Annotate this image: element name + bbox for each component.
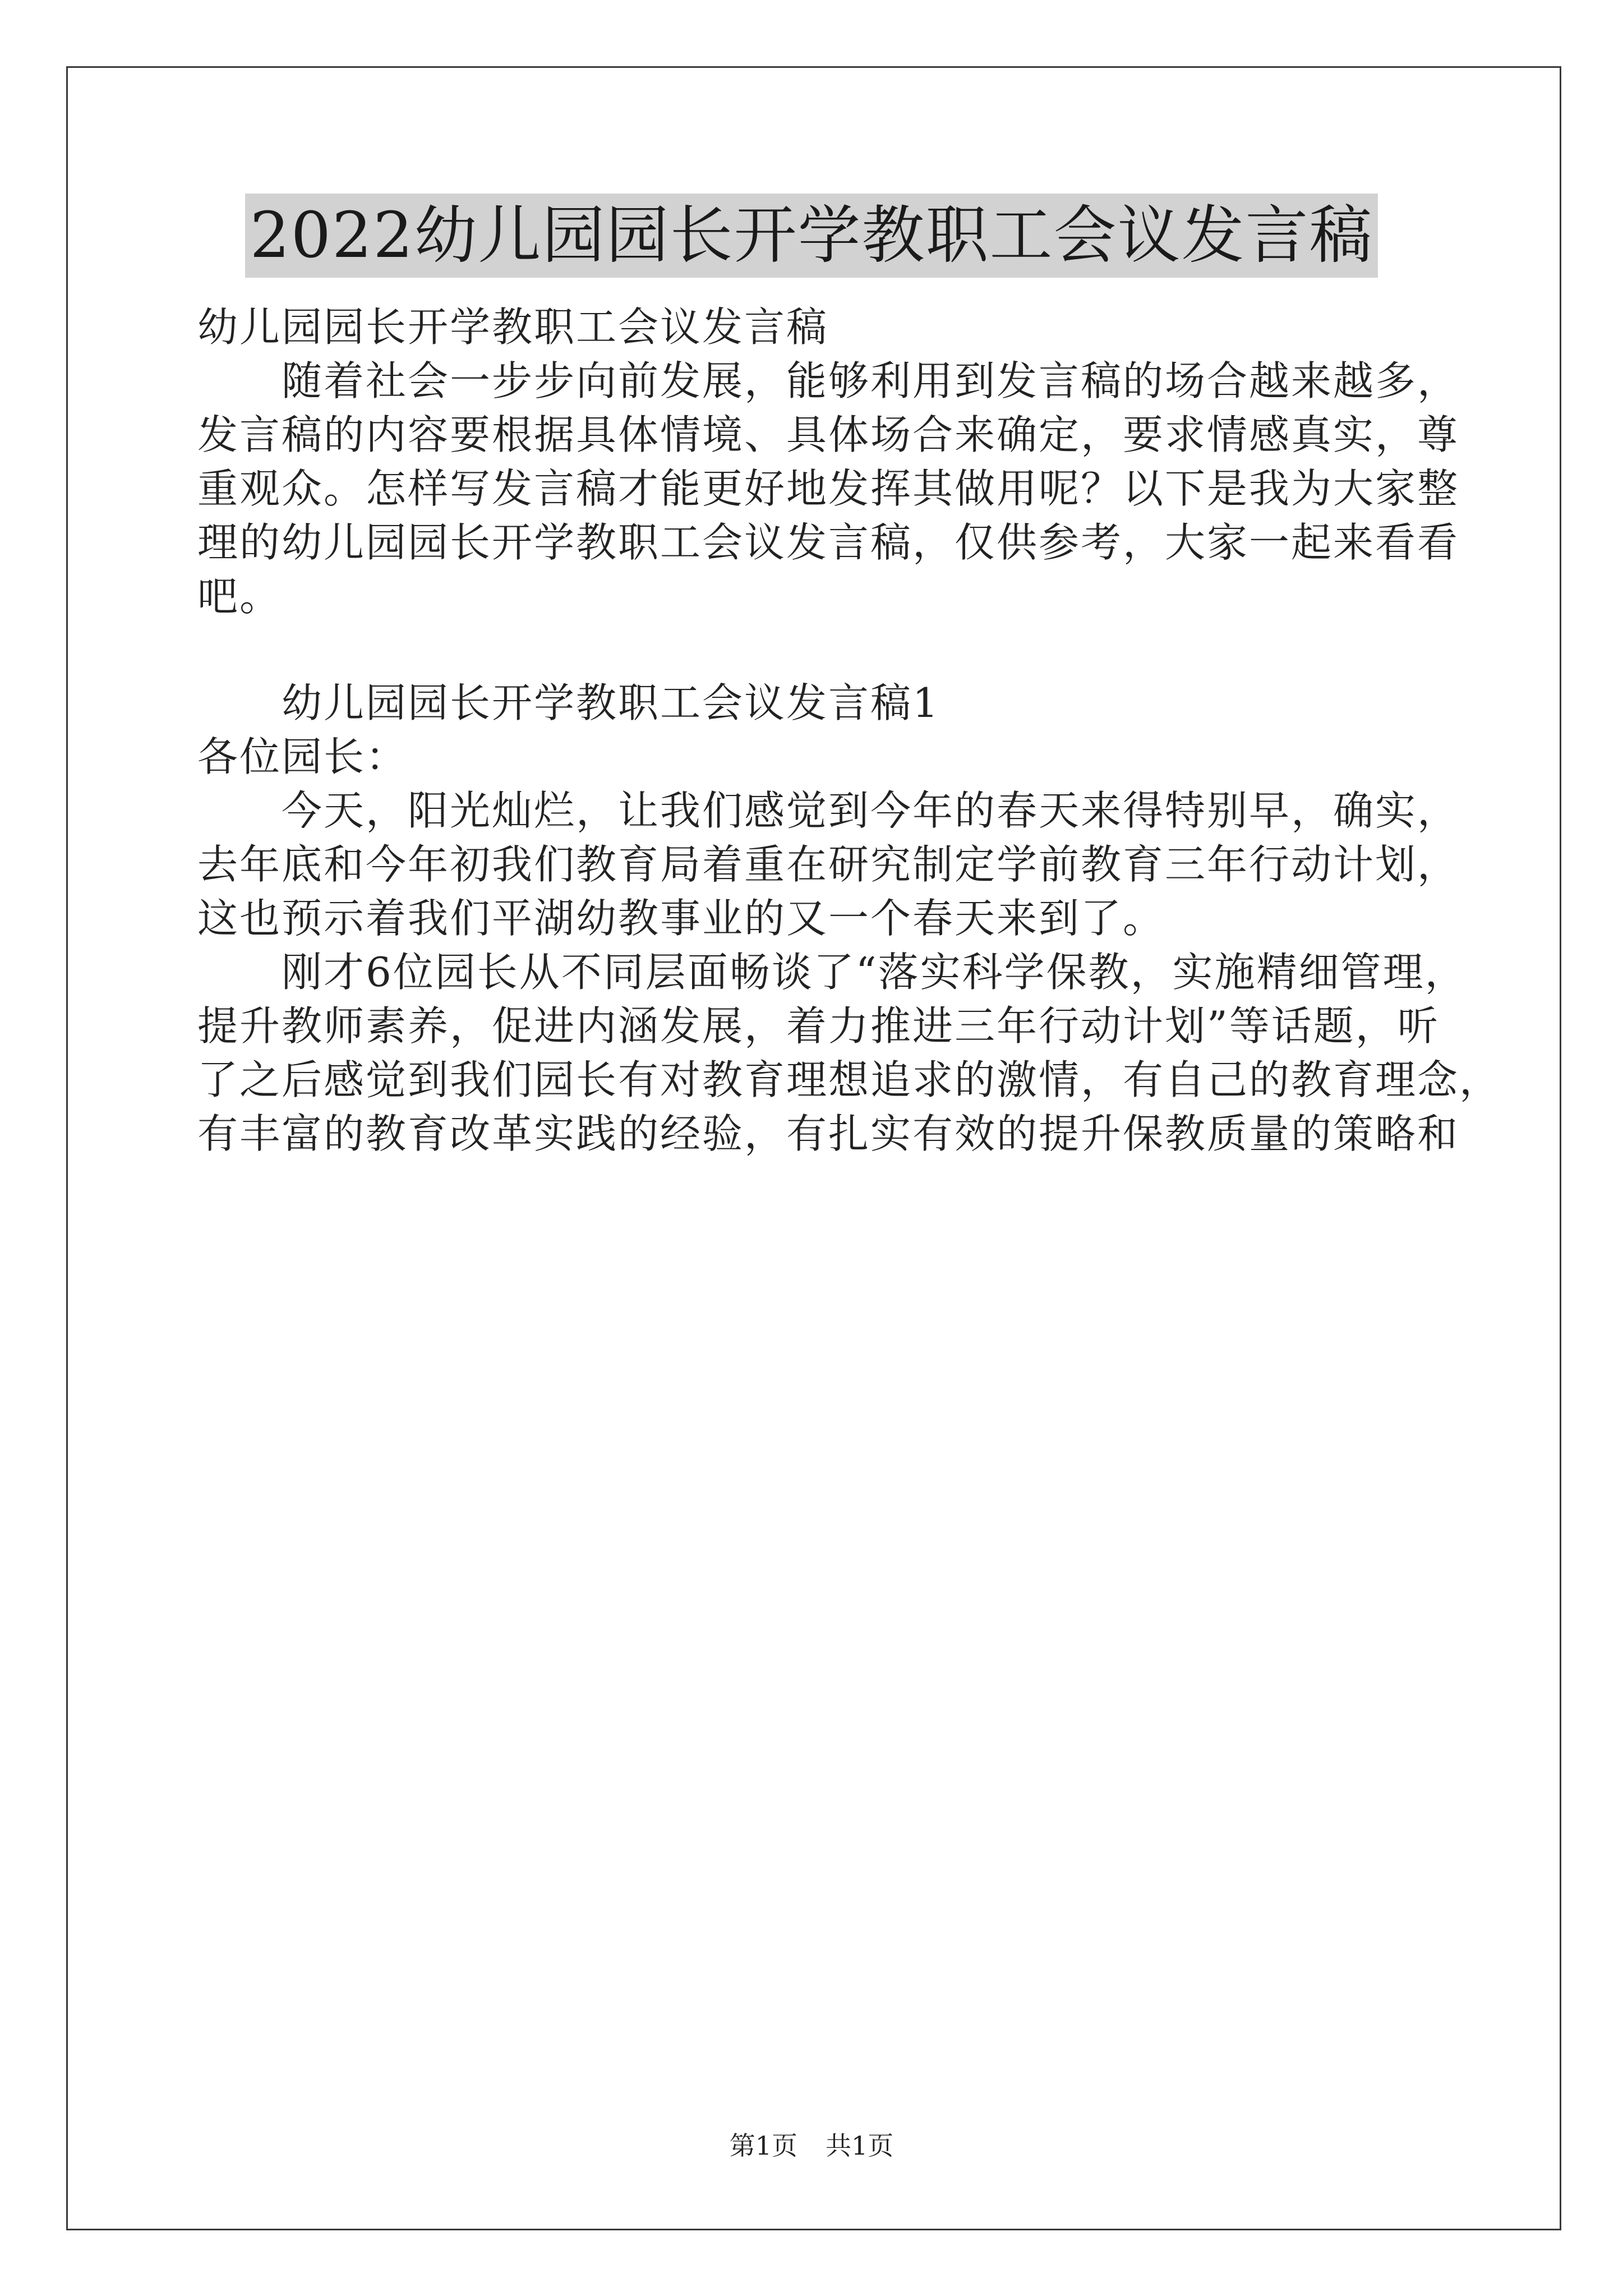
document-body (197, 300, 1502, 1161)
page-footer (0, 2129, 1623, 2162)
body-line: 发言稿的内容要根据具体情境、具体场合来确定，要求情感真实，尊 (197, 411, 1460, 458)
subtitle-line: 幼儿园园长开学教职工会议发言稿 (197, 303, 829, 351)
document-title: 2022幼儿园园长开学教职工会议发言稿 (245, 194, 1377, 278)
body-line: 了之后感觉到我们园长有对教育理想追求的激情，有自己的教育理念， (197, 1056, 1502, 1103)
body-line: 有丰富的教育改革实践的经验，有扎实有效的提升保教质量的策略和 (197, 1110, 1460, 1157)
salutation-line: 各位园长： (197, 733, 408, 780)
section-heading: 幼儿园园长开学教职工会议发言稿1 (282, 679, 940, 726)
body-line: 重观众。怎样写发言稿才能更好地发挥其做用呢？以下是我为大家整 (197, 465, 1460, 512)
body-line: 今天，阳光灿烂，让我们感觉到今年的春天来得特别早，确实， (282, 787, 1460, 834)
page-number: 第1页 (729, 2131, 797, 2161)
title-container (0, 194, 1623, 278)
body-line: 去年底和今年初我们教育局着重在研究制定学前教育三年行动计划， (197, 841, 1460, 888)
section-gap (197, 623, 1465, 676)
body-line: 随着社会一步步向前发展，能够利用到发言稿的场合越来越多， (282, 357, 1460, 404)
page-total: 共1页 (826, 2131, 894, 2161)
body-line: 吧。 (197, 573, 282, 620)
body-line: 这也预示着我们平湖幼教事业的又一个春天来到了。 (197, 895, 1165, 942)
body-line: 刚才6位园长从不同层面畅谈了“落实科学保教，实施精细管理， (282, 949, 1467, 996)
body-line: 提升教师素养，促进内涵发展，着力推进三年行动计划”等话题，听 (197, 1002, 1440, 1050)
body-line: 理的幼儿园园长开学教职工会议发言稿，仅供参考，大家一起来看看 (197, 519, 1460, 566)
